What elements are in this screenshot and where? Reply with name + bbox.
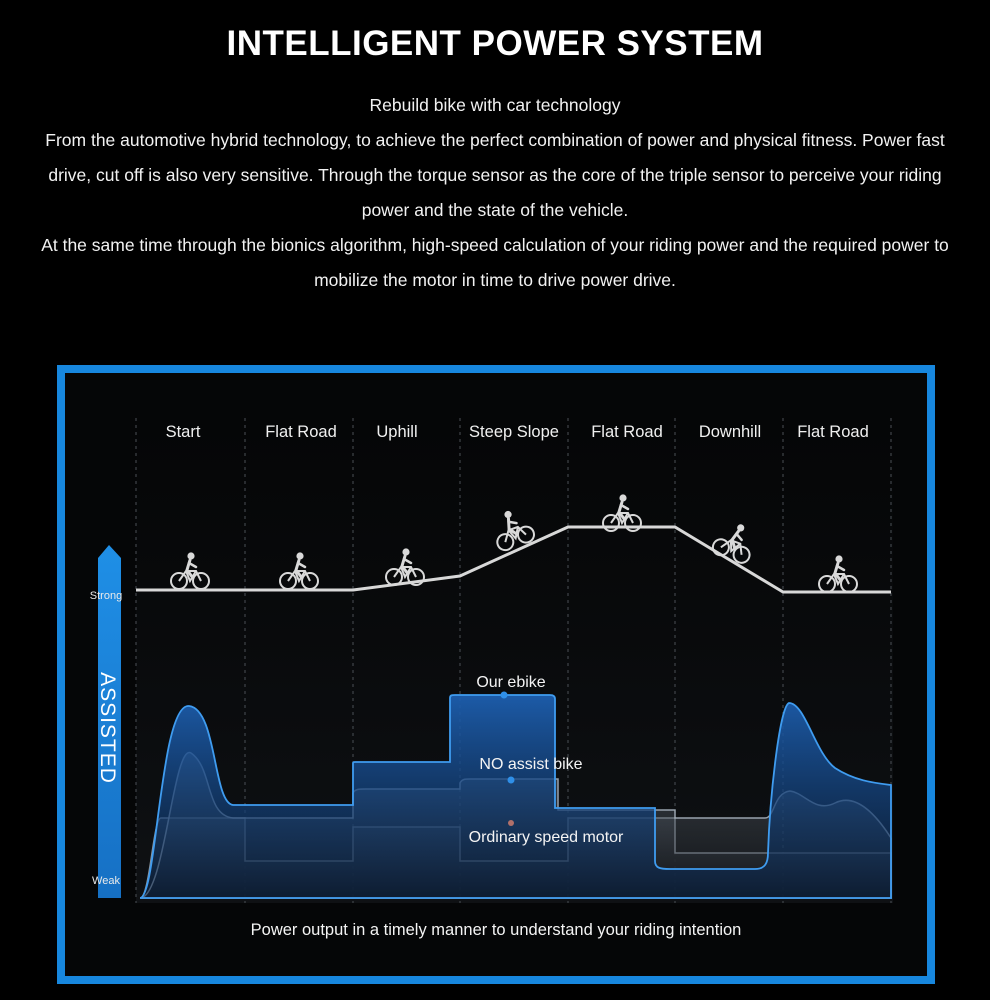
segment-label-start: Start — [165, 423, 201, 441]
power-diagram-frame — [57, 365, 935, 984]
description-subtitle: Rebuild bike with car technology — [369, 95, 621, 115]
series-label-no-assist: NO assist bike — [479, 756, 583, 773]
description-paragraph-1: From the automotive hybrid technology, to achieve the perfect combination of power and physical fitness. Power fast drive, cut off is also very sensitive. Through the torque sensor as the core of the triple sensor to perceive your riding power and the state of the vehicle. — [45, 130, 945, 220]
power-diagram — [65, 373, 927, 976]
description-paragraph-2: At the same time through the bionics algorithm, high-speed calculation of your riding power and the required power to mobilize the motor in time to drive power drive. — [41, 235, 949, 290]
segment-label-flat-road-1: Flat Road — [265, 423, 337, 441]
series-marker-no-assist — [508, 777, 515, 784]
series-marker-ebike — [501, 692, 508, 699]
segment-label-downhill: Downhill — [698, 423, 762, 441]
series-label-ebike: Our ebike — [476, 674, 546, 691]
series-marker-ordinary — [508, 820, 514, 826]
segment-label-flat-road-2: Flat Road — [591, 423, 663, 441]
segment-label-steep-slope: Steep Slope — [469, 423, 559, 441]
description — [40, 88, 950, 298]
scale-strong-label: Strong — [89, 590, 123, 602]
series-label-ordinary: Ordinary speed motor — [468, 829, 624, 846]
segment-label-flat-road-3: Flat Road — [797, 423, 869, 441]
scale-weak-label: Weak — [92, 875, 120, 887]
diagram-caption: Power output in a timely manner to understand your riding intention — [250, 921, 742, 939]
segment-label-uphill: Uphill — [376, 423, 418, 441]
page-title: INTELLIGENT POWER SYSTEM — [226, 24, 764, 63]
scale-assisted-label: ASSISTED — [96, 672, 119, 784]
assisted-scale-arrow — [90, 545, 122, 898]
